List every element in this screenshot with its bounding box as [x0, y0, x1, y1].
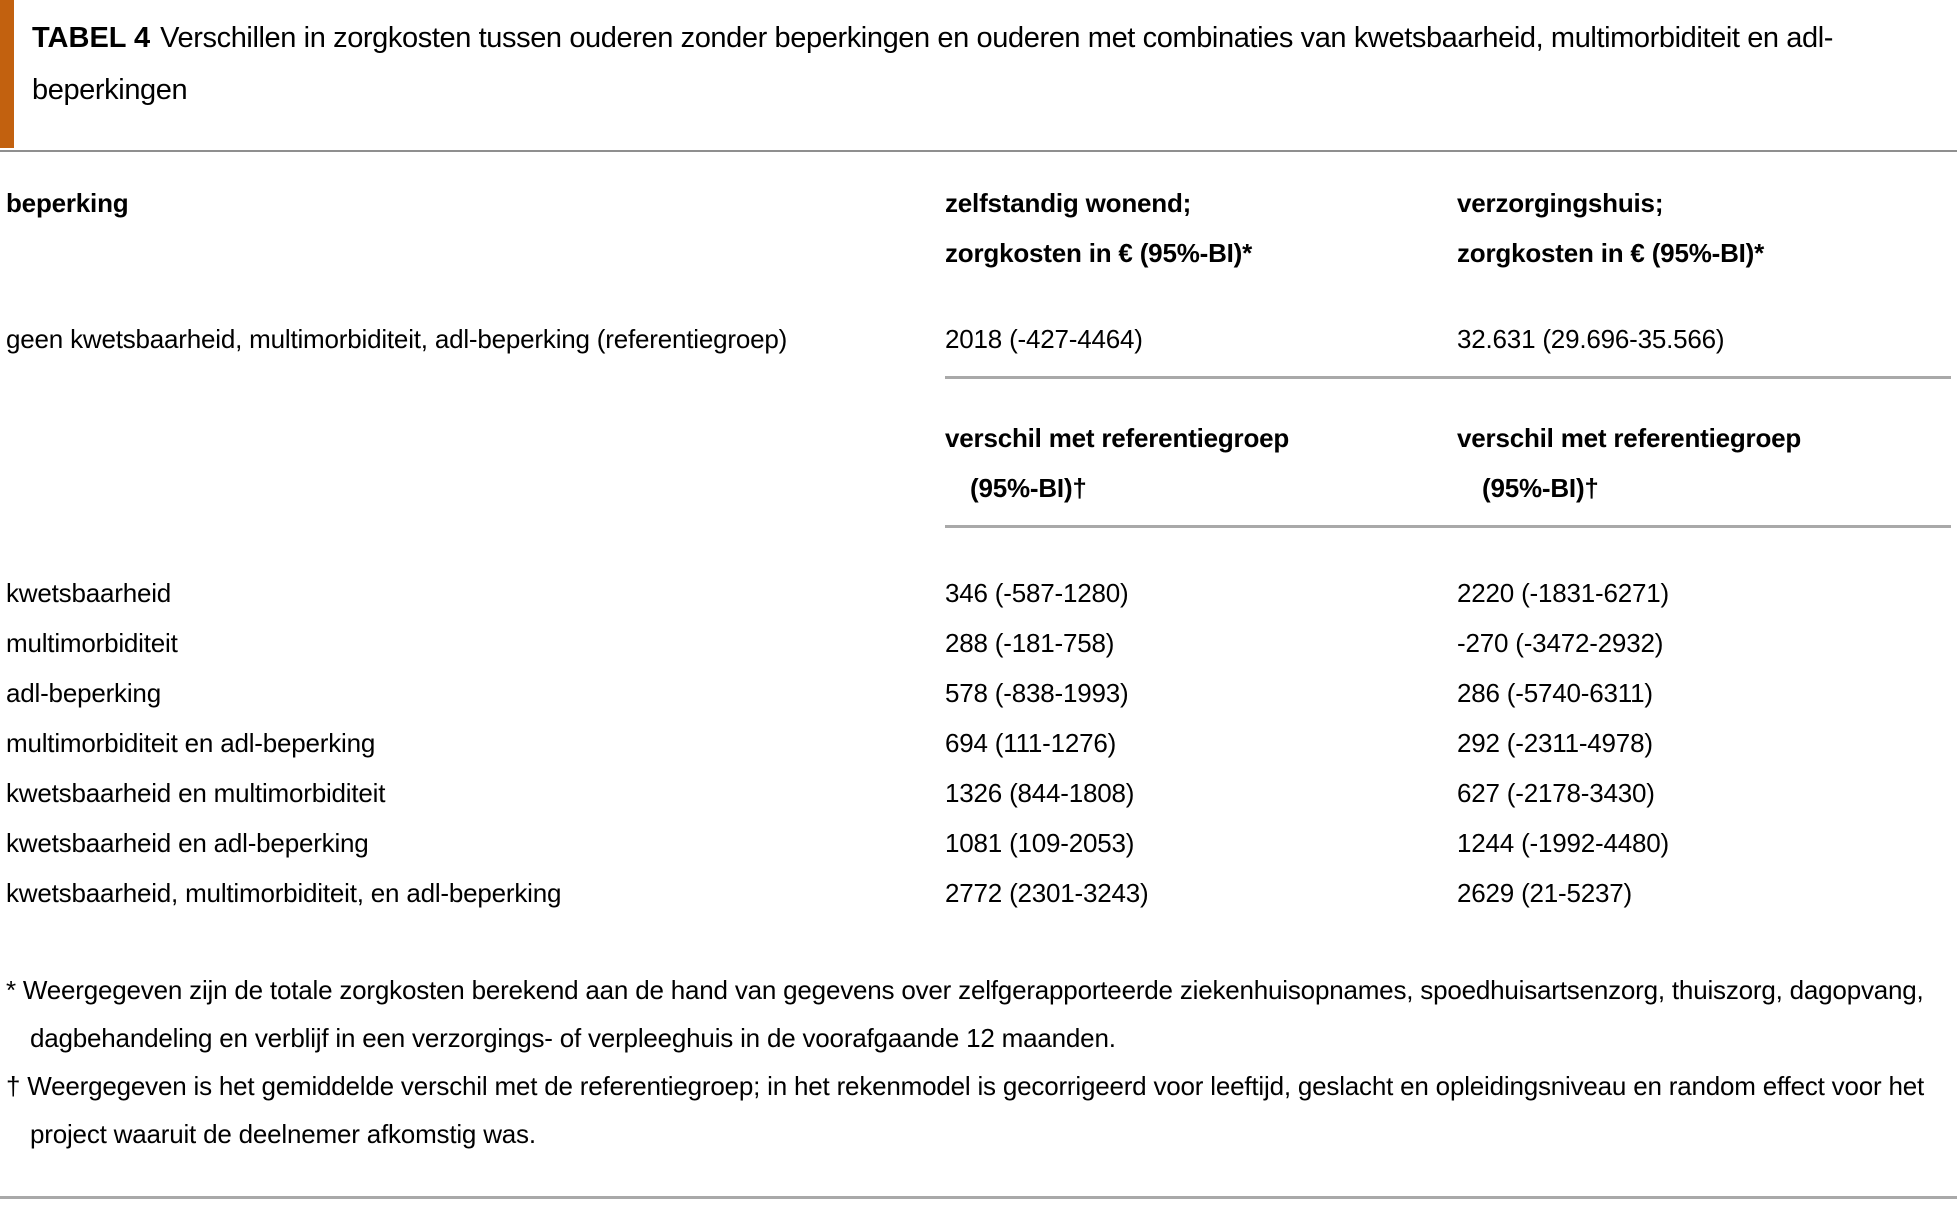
table-number-label: TABEL 4 [32, 22, 151, 54]
cell-verzorgingshuis: 292 (-2311-4978) [1457, 728, 1653, 758]
table-row [6, 768, 1951, 818]
accent-bar [0, 0, 14, 148]
row-label: multimorbiditeit [6, 628, 178, 658]
subheader-line: (95%-BI)† [970, 473, 1087, 503]
table-content [0, 178, 1957, 1158]
column-header-line: verzorgingshuis; [1457, 188, 1664, 218]
row-label: adl-beperking [6, 678, 161, 708]
row-label: kwetsbaarheid [6, 578, 172, 608]
cell-zelfstandig: 1326 (844-1808) [945, 778, 1135, 808]
reference-row [6, 314, 1951, 364]
cell-verzorgingshuis: 2629 (21-5237) [1457, 878, 1632, 908]
table-header-block [0, 0, 1957, 150]
table-row [6, 818, 1951, 868]
table-row [6, 718, 1951, 768]
table-row [6, 668, 1951, 718]
footnote-text: Weergegeven zijn de totale zorgkosten berekend aan de hand van gegevens over zelfgerapporteerde ziekenhuisopnames, spoedhuisartsenzorg, thuiszorg, dagopvang, dagbehandeling en verblijf in een verzorgings- of verpleeghuis in de voorafgaande 12 maanden. [22, 975, 1924, 1053]
row-label: kwetsbaarheid, multimorbiditeit, en adl-beperking [6, 878, 562, 908]
cell-zelfstandig: 2018 (-427-4464) [945, 324, 1143, 354]
table-title-text: Verschillen in zorgkosten tussen ouderen zonder beperkingen en ouderen met combinaties van kwetsbaarheid, multimorbiditeit en adl-beperkingen [32, 22, 1834, 106]
divider-bottom [0, 1196, 1957, 1199]
row-label: multimorbiditeit en adl-beperking [6, 728, 376, 758]
subheader-line: (95%-BI)† [1482, 473, 1599, 503]
row-label: geen kwetsbaarheid, multimorbiditeit, adl-beperking (referentiegroep) [6, 324, 788, 354]
subheader-line: verschil met referentiegroep [945, 423, 1290, 453]
column-header-line: zorgkosten in € (95%-BI)* [1457, 238, 1765, 268]
cell-verzorgingshuis: 1244 (-1992-4480) [1457, 828, 1669, 858]
footnote-zorgkosten [6, 966, 1951, 1062]
table-row [6, 568, 1951, 618]
footnote-marker-asterisk: * [6, 975, 16, 1005]
column-header-zelfstandig-wonend [945, 178, 1457, 278]
subheader-line: verschil met referentiegroep [1457, 423, 1802, 453]
divider-after-subheader [945, 525, 1951, 528]
subheader-zelfstandig [945, 413, 1457, 513]
subheader-verzorgingshuis [1457, 413, 1951, 513]
footnote-marker-dagger: † [6, 1071, 21, 1101]
table-row [6, 868, 1951, 918]
cell-verzorgingshuis: 627 (-2178-3430) [1457, 778, 1655, 808]
cell-verzorgingshuis: -270 (-3472-2932) [1457, 628, 1664, 658]
footnote-text: Weergegeven is het gemiddelde verschil met de referentiegroep; in het rekenmodel is gecorrigeerd voor leeftijd, geslacht en opleidingsniveau en random effect voor het project waaruit de deelnemer afkomstig was. [27, 1071, 1925, 1149]
divider-top [0, 150, 1957, 152]
cell-zelfstandig: 694 (111-1276) [945, 728, 1117, 758]
footnotes [6, 966, 1951, 1158]
cell-zelfstandig: 2772 (2301-3243) [945, 878, 1149, 908]
column-header-line: zelfstandig wonend; [945, 188, 1192, 218]
divider-after-reference-row [945, 376, 1951, 379]
row-label: kwetsbaarheid en adl-beperking [6, 828, 369, 858]
column-header-row [6, 178, 1951, 278]
table-title [0, 0, 1957, 116]
cell-verzorgingshuis: 32.631 (29.696-35.566) [1457, 324, 1725, 354]
cell-zelfstandig: 346 (-587-1280) [945, 578, 1129, 608]
cell-zelfstandig: 288 (-181-758) [945, 628, 1115, 658]
cell-verzorgingshuis: 286 (-5740-6311) [1457, 678, 1653, 708]
subheader-empty-cell [6, 413, 945, 513]
column-header-beperking: beperking [6, 188, 129, 218]
column-header-verzorgingshuis [1457, 178, 1951, 278]
column-header-line: zorgkosten in € (95%-BI)* [945, 238, 1253, 268]
row-label: kwetsbaarheid en multimorbiditeit [6, 778, 386, 808]
subheader-row [6, 413, 1951, 513]
footnote-verschil [6, 1062, 1951, 1158]
table-body [6, 568, 1951, 918]
cell-zelfstandig: 578 (-838-1993) [945, 678, 1129, 708]
cell-verzorgingshuis: 2220 (-1831-6271) [1457, 578, 1669, 608]
table-row [6, 618, 1951, 668]
cell-zelfstandig: 1081 (109-2053) [945, 828, 1135, 858]
